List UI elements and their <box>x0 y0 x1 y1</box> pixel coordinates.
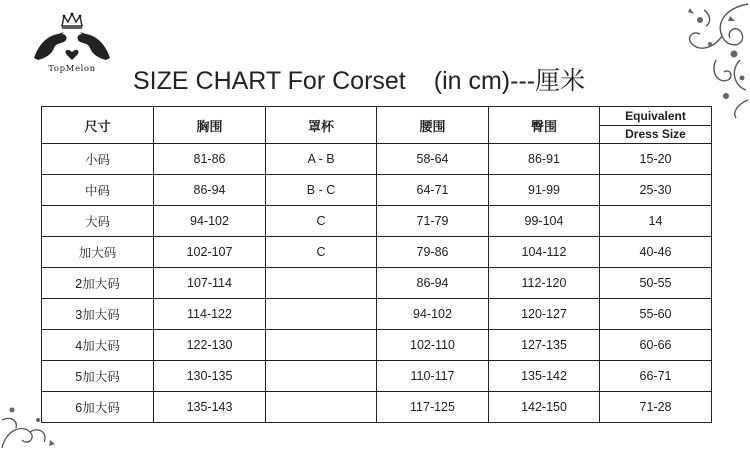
cell-bust: 86-94 <box>154 175 266 206</box>
cell-size: 4加大码 <box>42 330 154 361</box>
title-unit: (in cm)---厘米 <box>433 67 586 95</box>
cell-size: 小码 <box>42 144 154 175</box>
floral-swirl-icon <box>630 0 750 120</box>
cell-bust: 130-135 <box>154 361 266 392</box>
header-bust: 胸围 <box>154 107 266 144</box>
cell-bust: 102-107 <box>154 237 266 268</box>
cell-waist: 102-110 <box>377 330 489 361</box>
cell-hip: 91-99 <box>489 175 600 206</box>
cell-size: 中码 <box>42 175 154 206</box>
cell-bust: 94-102 <box>154 206 266 237</box>
cell-bust: 81-86 <box>154 144 266 175</box>
cell-hip: 135-142 <box>489 361 600 392</box>
table-row <box>42 392 712 423</box>
cell-hip: 112-120 <box>489 268 600 299</box>
cell-waist: 71-79 <box>377 206 489 237</box>
cell-waist: 86-94 <box>377 268 489 299</box>
cell-size: 2加大码 <box>42 268 154 299</box>
cell-dress-size: 14 <box>600 206 712 237</box>
header-waist: 腰围 <box>377 107 489 144</box>
cell-waist: 110-117 <box>377 361 489 392</box>
cell-dress-size: 40-46 <box>600 237 712 268</box>
cell-bust: 122-130 <box>154 330 266 361</box>
cell-dress-size: 71-28 <box>600 392 712 423</box>
cell-cup: B - C <box>266 175 377 206</box>
brand-name: TopMelon <box>48 64 96 74</box>
cell-waist: 58-64 <box>377 144 489 175</box>
cell-waist: 117-125 <box>377 392 489 423</box>
cell-hip: 86-91 <box>489 144 600 175</box>
header-equivalent-dress-size <box>600 107 712 144</box>
cell-cup: C <box>266 237 377 268</box>
cell-dress-size: 60-66 <box>600 330 712 361</box>
cell-size: 加大码 <box>42 237 154 268</box>
cell-cup <box>266 268 377 299</box>
cell-size: 6加大码 <box>42 392 154 423</box>
table-row <box>42 330 712 361</box>
cell-size: 5加大码 <box>42 361 154 392</box>
cell-dress-size: 66-71 <box>600 361 712 392</box>
header-equivalent-line1: Equivalent <box>600 108 711 126</box>
page-title <box>133 62 585 100</box>
cell-cup <box>266 299 377 330</box>
cell-hip: 120-127 <box>489 299 600 330</box>
cell-hip: 104-112 <box>489 237 600 268</box>
cell-waist: 79-86 <box>377 237 489 268</box>
table-row <box>42 206 712 237</box>
cell-hip: 127-135 <box>489 330 600 361</box>
cell-hip: 99-104 <box>489 206 600 237</box>
cell-bust: 114-122 <box>154 299 266 330</box>
cell-size: 3加大码 <box>42 299 154 330</box>
table-header-row <box>42 107 712 144</box>
cell-dress-size: 55-60 <box>600 299 712 330</box>
cell-cup <box>266 392 377 423</box>
table-row <box>42 175 712 206</box>
header-equivalent-line2: Dress Size <box>625 126 686 141</box>
cell-cup: A - B <box>266 144 377 175</box>
title-main: SIZE CHART For Corset <box>133 67 406 95</box>
header-size: 尺寸 <box>42 107 154 144</box>
cell-dress-size: 15-20 <box>600 144 712 175</box>
cell-cup <box>266 330 377 361</box>
cell-bust: 135-143 <box>154 392 266 423</box>
table-row <box>42 299 712 330</box>
size-table <box>41 106 712 423</box>
cell-waist: 64-71 <box>377 175 489 206</box>
header-hip: 臀围 <box>489 107 600 144</box>
cell-cup <box>266 361 377 392</box>
brand-logo <box>24 12 120 78</box>
cell-cup: C <box>266 206 377 237</box>
table-row <box>42 268 712 299</box>
cell-bust: 107-114 <box>154 268 266 299</box>
cell-dress-size: 25-30 <box>600 175 712 206</box>
header-cup: 罩杯 <box>266 107 377 144</box>
cell-dress-size: 50-55 <box>600 268 712 299</box>
cell-waist: 94-102 <box>377 299 489 330</box>
table-row <box>42 237 712 268</box>
table-row <box>42 361 712 392</box>
crown-birds-logo-icon <box>24 12 120 64</box>
cell-size: 大码 <box>42 206 154 237</box>
table-row <box>42 144 712 175</box>
cell-hip: 142-150 <box>489 392 600 423</box>
